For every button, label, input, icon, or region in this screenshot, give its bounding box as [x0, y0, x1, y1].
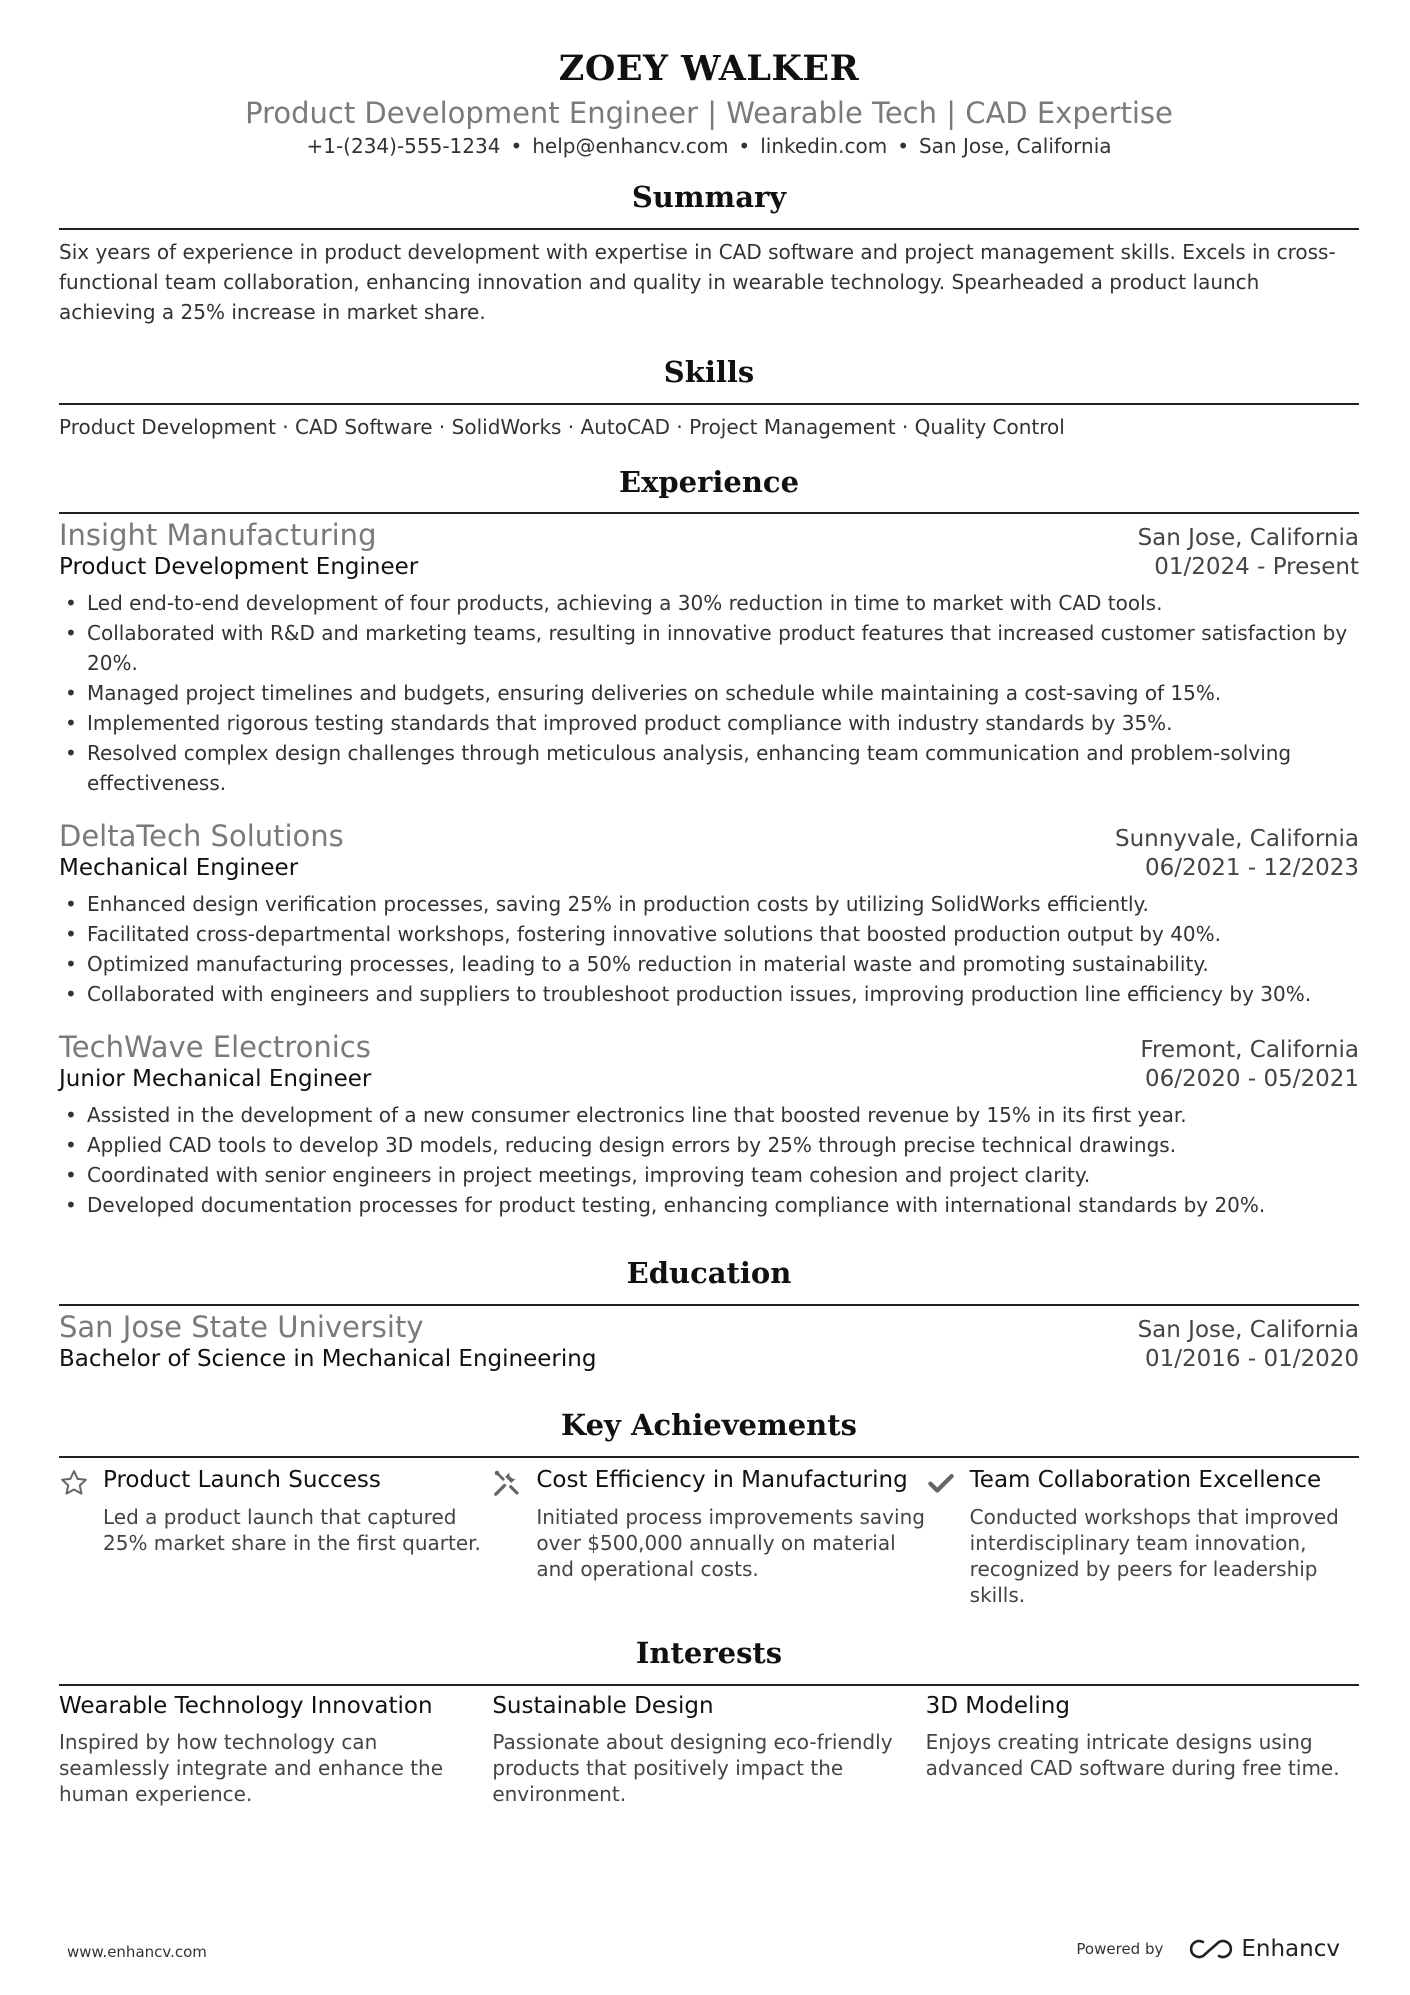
list-item: • Assisted in the development of a new consumer electronics line that boosted revenue by 15% in its first year. [87, 1100, 1359, 1130]
achievement-title: Cost Efficiency in Manufacturing [536, 1467, 908, 1493]
school-name: San Jose State University [59, 1310, 424, 1344]
interest-title: 3D Modeling [925, 1693, 1070, 1719]
interests-heading: Interests [635, 1636, 783, 1670]
achievement-title: Product Launch Success [103, 1467, 381, 1493]
experience-heading: Experience [618, 465, 800, 499]
job-entry [59, 518, 1359, 798]
skills-list: Product Development · CAD Software · SolidWorks · AutoCAD · Project Management · Quality Control [59, 415, 1065, 439]
interest-title: Wearable Technology Innovation [59, 1693, 433, 1719]
job-bullets [59, 889, 1359, 1009]
tools-icon [492, 1468, 522, 1498]
education-entry [59, 1310, 1359, 1372]
interests-list [59, 1692, 1359, 1807]
phone: +1-(234)-555-1234 [306, 134, 501, 158]
section-divider [59, 1456, 1359, 1458]
star-outline-icon [59, 1468, 89, 1498]
school-location: San Jose, California [1137, 1317, 1359, 1343]
candidate-name: ZOEY WALKER [558, 48, 860, 89]
interest-item [926, 1692, 1359, 1807]
contact-line [59, 134, 1359, 158]
enhancv-logo-icon [1189, 1938, 1233, 1960]
job-entry [59, 819, 1359, 1009]
job-entry [59, 1030, 1359, 1220]
contact-separator: • [510, 134, 523, 158]
skills-heading: Skills [663, 355, 755, 389]
job-dates: 06/2020 - 05/2021 [1144, 1066, 1359, 1092]
list-item: • Enhanced design verification processes, saving 25% in production costs by utilizing SolidWorks efficiently. [87, 889, 1359, 919]
contact-separator: • [738, 134, 751, 158]
list-item: • Implemented rigorous testing standards that improved product compliance with industry standards by 35%. [87, 708, 1359, 738]
list-item: • Facilitated cross-departmental workshops, fostering innovative solutions that boosted production output by 40%. [87, 919, 1359, 949]
section-divider [59, 403, 1359, 405]
summary-text: Six years of experience in product development with expertise in CAD software and project management skills. Excels in cross-functional team collaboration, enhancing innovation and quality in wearable technology. Spearheaded a product launch achieving a 25% increase in market share. [59, 240, 1336, 324]
job-title: Junior Mechanical Engineer [59, 1066, 372, 1092]
interest-text: Passionate about designing eco-friendly products that positively impact the environment. [492, 1730, 893, 1806]
list-item: • Developed documentation processes for product testing, enhancing compliance with international standards by 20%. [87, 1190, 1359, 1220]
company-name: Insight Manufacturing [59, 518, 377, 552]
achievements-heading: Key Achievements [561, 1408, 857, 1442]
company-name: TechWave Electronics [59, 1030, 371, 1064]
section-divider [59, 512, 1359, 514]
list-item: • Coordinated with senior engineers in project meetings, improving team cohesion and project clarity. [87, 1160, 1359, 1190]
list-item: • Led end-to-end development of four products, achieving a 30% reduction in time to market with CAD tools. [87, 588, 1359, 618]
footer-website-link[interactable]: www.enhancv.com [67, 1943, 207, 1961]
achievement-text: Conducted workshops that improved interdisciplinary team innovation, recognized by peers for leadership skills. [969, 1505, 1339, 1607]
list-item: • Resolved complex design challenges through meticulous analysis, enhancing team communication and problem-solving effectiveness. [87, 738, 1359, 798]
achievement-text: Led a product launch that captured 25% market share in the first quarter. [103, 1505, 481, 1555]
job-title: Mechanical Engineer [59, 855, 299, 881]
job-bullets [59, 588, 1359, 798]
section-divider [59, 1684, 1359, 1686]
summary-heading: Summary [631, 180, 787, 214]
brand-logo [1189, 1936, 1340, 1962]
achievement-item [59, 1466, 492, 1608]
education-heading: Education [626, 1256, 792, 1290]
company-name: DeltaTech Solutions [59, 819, 344, 853]
job-location: San Jose, California [1137, 525, 1359, 551]
job-bullets [59, 1100, 1359, 1220]
job-location: Fremont, California [1140, 1037, 1359, 1063]
education-dates: 01/2016 - 01/2020 [1144, 1346, 1359, 1372]
interest-item [59, 1692, 492, 1807]
checkmark-icon [926, 1468, 956, 1498]
list-item: • Collaborated with engineers and suppliers to troubleshoot production issues, improving production line efficiency by 30%. [87, 979, 1359, 1009]
achievement-text: Initiated process improvements saving over $500,000 annually on material and operational costs. [536, 1505, 925, 1581]
list-item: • Managed project timelines and budgets, ensuring deliveries on schedule while maintaining a cost-saving of 15%. [87, 678, 1359, 708]
location: San Jose, California [918, 134, 1112, 158]
interest-item [492, 1692, 925, 1807]
list-item: • Applied CAD tools to develop 3D models, reducing design errors by 25% through precise technical drawings. [87, 1130, 1359, 1160]
job-dates: 01/2024 - Present [1154, 554, 1359, 580]
brand-name: Enhancv [1241, 1936, 1340, 1962]
powered-by-label: Powered by [1076, 1940, 1164, 1958]
interest-text: Inspired by how technology can seamlessly integrate and enhance the human experience. [59, 1730, 444, 1806]
linkedin-link[interactable]: linkedin.com [760, 134, 888, 158]
interest-title: Sustainable Design [492, 1693, 714, 1719]
footer-branding[interactable] [1076, 1936, 1340, 1962]
section-divider [59, 1304, 1359, 1306]
list-item: • Optimized manufacturing processes, leading to a 50% reduction in material waste and promoting sustainability. [87, 949, 1359, 979]
job-location: Sunnyvale, California [1114, 826, 1359, 852]
headline: Product Development Engineer | Wearable Tech | CAD Expertise [245, 96, 1173, 130]
email-link[interactable]: help@enhancv.com [532, 134, 729, 158]
achievement-item [926, 1466, 1359, 1608]
interest-text: Enjoys creating intricate designs using advanced CAD software during free time. [925, 1730, 1340, 1780]
job-dates: 06/2021 - 12/2023 [1144, 855, 1359, 881]
job-title: Product Development Engineer [59, 554, 419, 580]
achievement-title: Team Collaboration Excellence [969, 1467, 1322, 1493]
contact-separator: • [897, 134, 909, 158]
achievements-list [59, 1466, 1359, 1608]
list-item: • Collaborated with R&D and marketing teams, resulting in innovative product features that increased customer satisfaction by 20%. [87, 618, 1359, 678]
degree: Bachelor of Science in Mechanical Engineering [59, 1346, 597, 1372]
achievement-item [492, 1466, 925, 1608]
section-divider [59, 228, 1359, 230]
